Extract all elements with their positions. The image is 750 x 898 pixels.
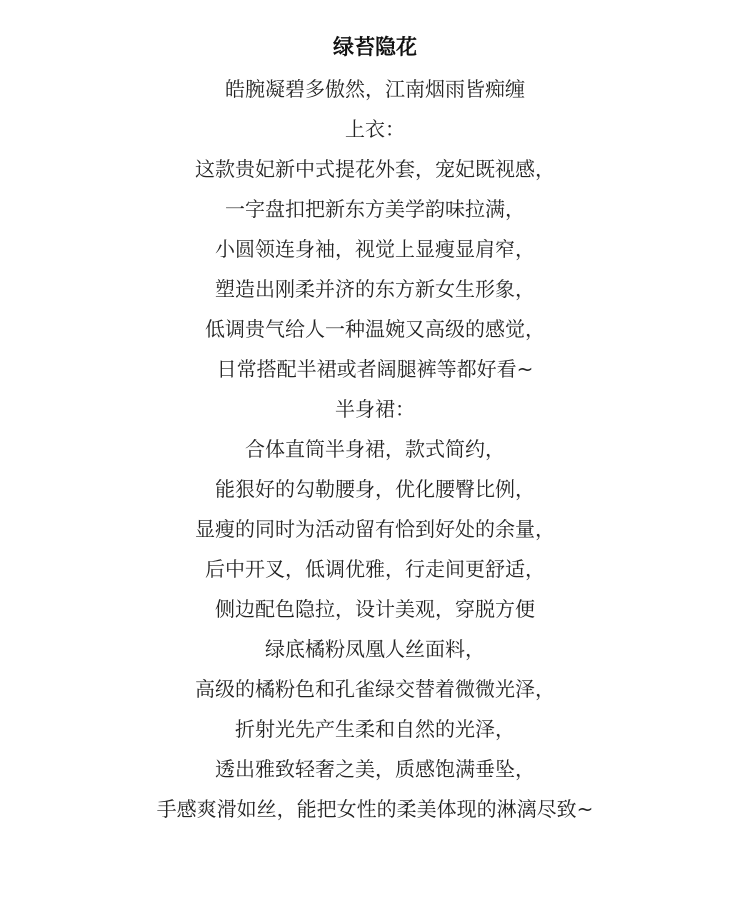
- description-line: 显瘦的同时为活动留有恰到好处的余量，: [195, 517, 555, 541]
- description-line: 小圆领连身袖，视觉上显瘦显肩窄，: [215, 237, 535, 261]
- description-line: 后中开叉，低调优雅，行走间更舒适，: [205, 557, 545, 581]
- description-line: 合体直筒半身裙，款式简约，: [245, 437, 505, 461]
- description-line: 皓腕凝碧多傲然，江南烟雨皆痴缠: [225, 77, 525, 101]
- description-line: 绿底橘粉凤凰人丝面料，: [265, 637, 485, 661]
- description-line: 一字盘扣把新东方美学韵味拉满，: [225, 197, 525, 221]
- description-text-block: [0, 69, 750, 829]
- description-line: 透出雅致轻奢之美，质感饱满垂坠，: [215, 757, 535, 781]
- description-line: 日常搭配半裙或者阔腿裤等都好看~: [216, 357, 534, 381]
- description-line: 低调贵气给人一种温婉又高级的感觉，: [205, 317, 545, 341]
- description-line: 能狠好的勾勒腰身，优化腰臀比例，: [215, 477, 535, 501]
- description-line: 这款贵妃新中式提花外套，宠妃既视感，: [195, 157, 555, 181]
- description-line: 手感爽滑如丝，能把女性的柔美体现的淋漓尽致~: [156, 797, 594, 821]
- description-line: 塑造出刚柔并济的东方新女生形象，: [215, 277, 535, 301]
- description-line: 侧边配色隐拉，设计美观，穿脱方便: [215, 597, 535, 621]
- description-line: 折射光先产生柔和自然的光泽，: [235, 717, 515, 741]
- page-title: 绿苔隐花: [333, 35, 417, 59]
- section-heading-top: 上衣：: [345, 117, 405, 141]
- section-heading-skirt: 半身裙：: [335, 397, 415, 421]
- description-line: 高级的橘粉色和孔雀绿交替着微微光泽，: [195, 677, 555, 701]
